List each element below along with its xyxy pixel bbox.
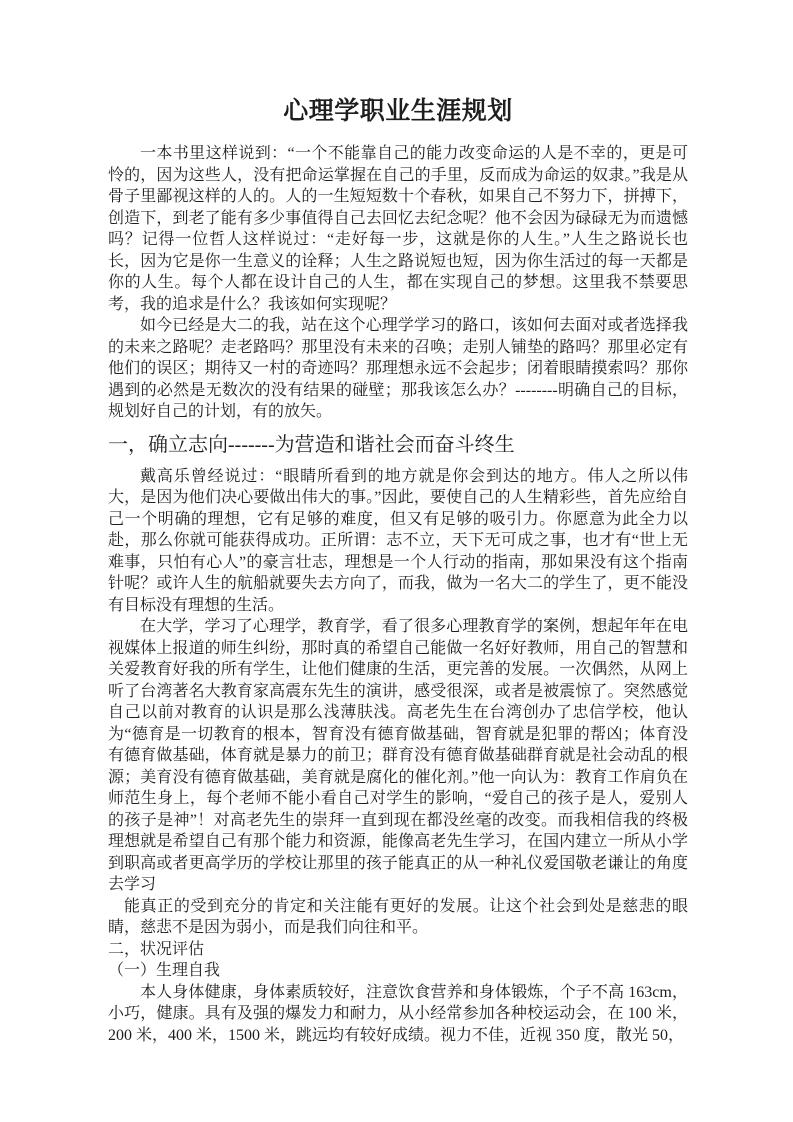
section-2-subheading: （一）生理自我 — [108, 962, 221, 979]
intro-paragraph-1: 一本书里这样说到：“一个不能靠自己的能力改变命运的人是不幸的，更是可怜的，因为这些人，没有把命运掌握在自己的手里，反而成为命运的奴隶。”我是从骨子里鄙视这样的人的。人的一生短短数十个春秋，如果自己不努力下，拼搏下，创造下，到老了能有多少事值得自己去回忆去纪念呢？他不会因为碌碌无为而遗憾吗？记得一位哲人这样说过：“走好每一步，这就是你的人生。”人生之路说长也长，因为它是你一生意义的诠释；人生之路说短也短，因为你生活过的每一天都是你的人生。每个人都在设计自己的人生，都在实现自己的梦想。这里我不禁要思考，我的追求是什么？我该如何实现呢？ — [108, 145, 688, 313]
document-content — [108, 94, 688, 1046]
document-title: 心理学职业生涯规划 — [283, 98, 513, 125]
section-1-paragraph-1: 戴高乐曾经说过：“眼睛所看到的地方就是你会到达的地方。伟人之所以伟大，是因为他们决心要做出伟大的事。”因此，要使自己的人生精彩些，首先应给自己一个明确的理想，它有足够的难度，但又有足够的吸引力。你愿意为此全力以赴，那么你就可能获得成功。正所谓：志不立，天下无可成之事，也才有“世上无难事，只怕有心人”的豪言壮志，理想是一个人行动的指南，那如果没有这个指南针呢？或许人生的航船就要失去方向了，而我，做为一名大二的学生了，更不能没有目标没有理想的生活。 — [108, 467, 688, 614]
section-2-paragraph-1: 本人身体健康，身体素质较好，注意饮食营养和身体锻炼，个子不高 163cm，小巧，健康。具有及强的爆发力和耐力，从小经常参加各种校运动会，在 100 米，200 米，400 米，1500 米，跳远均有较好成绩。视力不佳，近视 350 度，散光 50， — [108, 983, 688, 1044]
section-1-heading: 一，确立志向-------为营造和谐社会而奋斗终生 — [108, 433, 515, 456]
section-2-heading: 二，状况评估 — [108, 940, 205, 958]
intro-paragraph-2: 如今已经是大二的我，站在这个心理学学习的路口，该如何去面对或者选择我的未来之路呢？走老路吗？那里没有未来的召唤；走别人铺垫的路吗？那里必定有他们的误区；期待又一村的奇迹吗？那理想永远不会起步；闭着眼睛摸索吗？那你遇到的必然是无数次的没有结果的碰壁；那我该怎么办？--------明确自己的目标，规划好自己的计划，有的放矢。 — [108, 317, 688, 420]
section-1-paragraph-2: 在大学，学习了心理学，教育学，看了很多心理教育学的案例，想起年年在电视媒体上报道的师生纠纷，那时真的希望自己能做一名好好教师，用自己的智慧和关爱教育好我的所有学生，让他们健康的生活，更完善的发展。一次偶然，从网上听了台湾著名大教育家高震东先生的演讲，感受很深，或者是被震惊了。突然感觉自己以前对教育的认识是那么浅薄肤浅。高老先生在台湾创办了忠信学校，他认为“德育是一切教育的根本，智育没有德育做基础，智育就是犯罪的帮凶；体育没有德育做基础，体育就是暴力的前卫；群育没有德育做基础群育就是社会动乱的根源；美育没有德育做基础，美育就是腐化的催化剂。”他一向认为：教育工作肩负在师范生身上，每个老师不能小看自己对学生的影响，“爱自己的孩子是人，爱别人的孩子是神”！对高老先生的崇拜一直到现在都没丝毫的改变。而我相信我的终极理想就是希望自己有那个能力和资源，能像高老先生学习，在国内建立一所从小学到职高或者更高学历的学校让那里的孩子能真正的从一种礼仪爱国敬老谦让的角度去学习 — [108, 618, 688, 893]
section-1-paragraph-3: 能真正的受到充分的肯定和关注能有更好的发展。让这个社会到处是慈悲的眼睛，慈悲不是因为弱小，而是我们向往和平。 — [108, 897, 688, 936]
